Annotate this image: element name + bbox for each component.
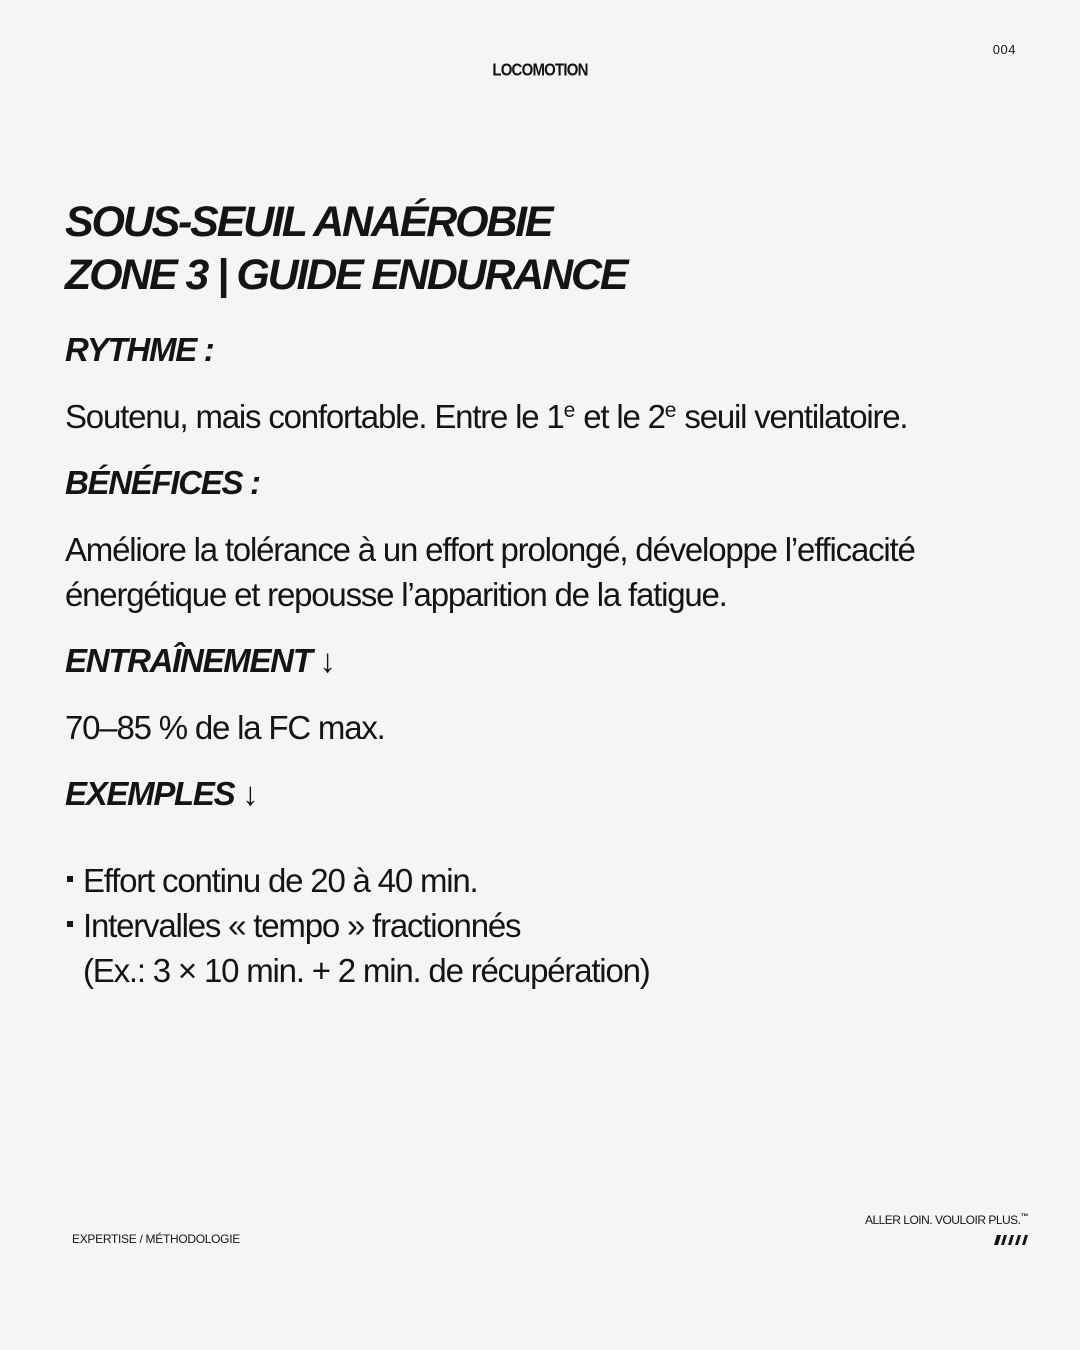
rythme-heading: RYTHME :	[65, 331, 214, 368]
rythme-text	[65, 394, 1015, 439]
footer-slogan: ALLER LOIN. VOULOIR PLUS.	[864, 1213, 1021, 1227]
entrainement-text: 70–85 % de la FC max.	[65, 709, 385, 746]
page-title	[65, 196, 1015, 302]
rythme-text-part-2: et le 2	[575, 398, 665, 435]
footer-category: EXPERTISE / MÉTHODOLOGIE	[72, 1232, 240, 1246]
brand-logo: LOCOMOTION	[492, 60, 588, 81]
rythme-text-part-1: Soutenu, mais confortable. Entre le 1	[65, 398, 564, 435]
benefices-heading: BÉNÉFICES :	[65, 464, 260, 501]
entrainement-heading: ENTRAÎNEMENT ↓	[65, 642, 335, 679]
example-1-line-1: Effort continu de 20 à 40 min.	[83, 862, 478, 899]
rythme-text-part-3: seuil ventilatoire.	[676, 398, 908, 435]
bullet-icon	[67, 921, 73, 927]
page-number: 004	[992, 42, 1016, 57]
benefices-text: Améliore la tolérance à un effort prolongé, développe l’efficacité énergétique et repousse l’apparition de la fatigue.	[65, 531, 915, 613]
title-line-2: ZONE 3 | GUIDE ENDURANCE	[65, 251, 627, 299]
list-item	[65, 903, 1015, 993]
bullet-icon	[67, 876, 73, 882]
exemples-heading: EXEMPLES ↓	[65, 775, 258, 812]
rythme-superscript-1: e	[563, 399, 576, 422]
example-2-line-2: (Ex.: 3 × 10 min. + 2 min. de récupération)	[83, 952, 650, 989]
main-content	[65, 196, 1015, 993]
rythme-superscript-2: e	[664, 399, 677, 422]
trademark-symbol: ™	[1020, 1212, 1028, 1221]
list-item	[65, 858, 1015, 903]
title-line-1: SOUS-SEUIL ANAÉROBIE	[65, 198, 552, 246]
examples-list	[65, 858, 1015, 993]
footer-slogan-block	[865, 1212, 1028, 1245]
speed-stripes-logo-icon	[994, 1235, 1028, 1245]
example-2-line-1: Intervalles « tempo » fractionnés	[83, 907, 521, 944]
